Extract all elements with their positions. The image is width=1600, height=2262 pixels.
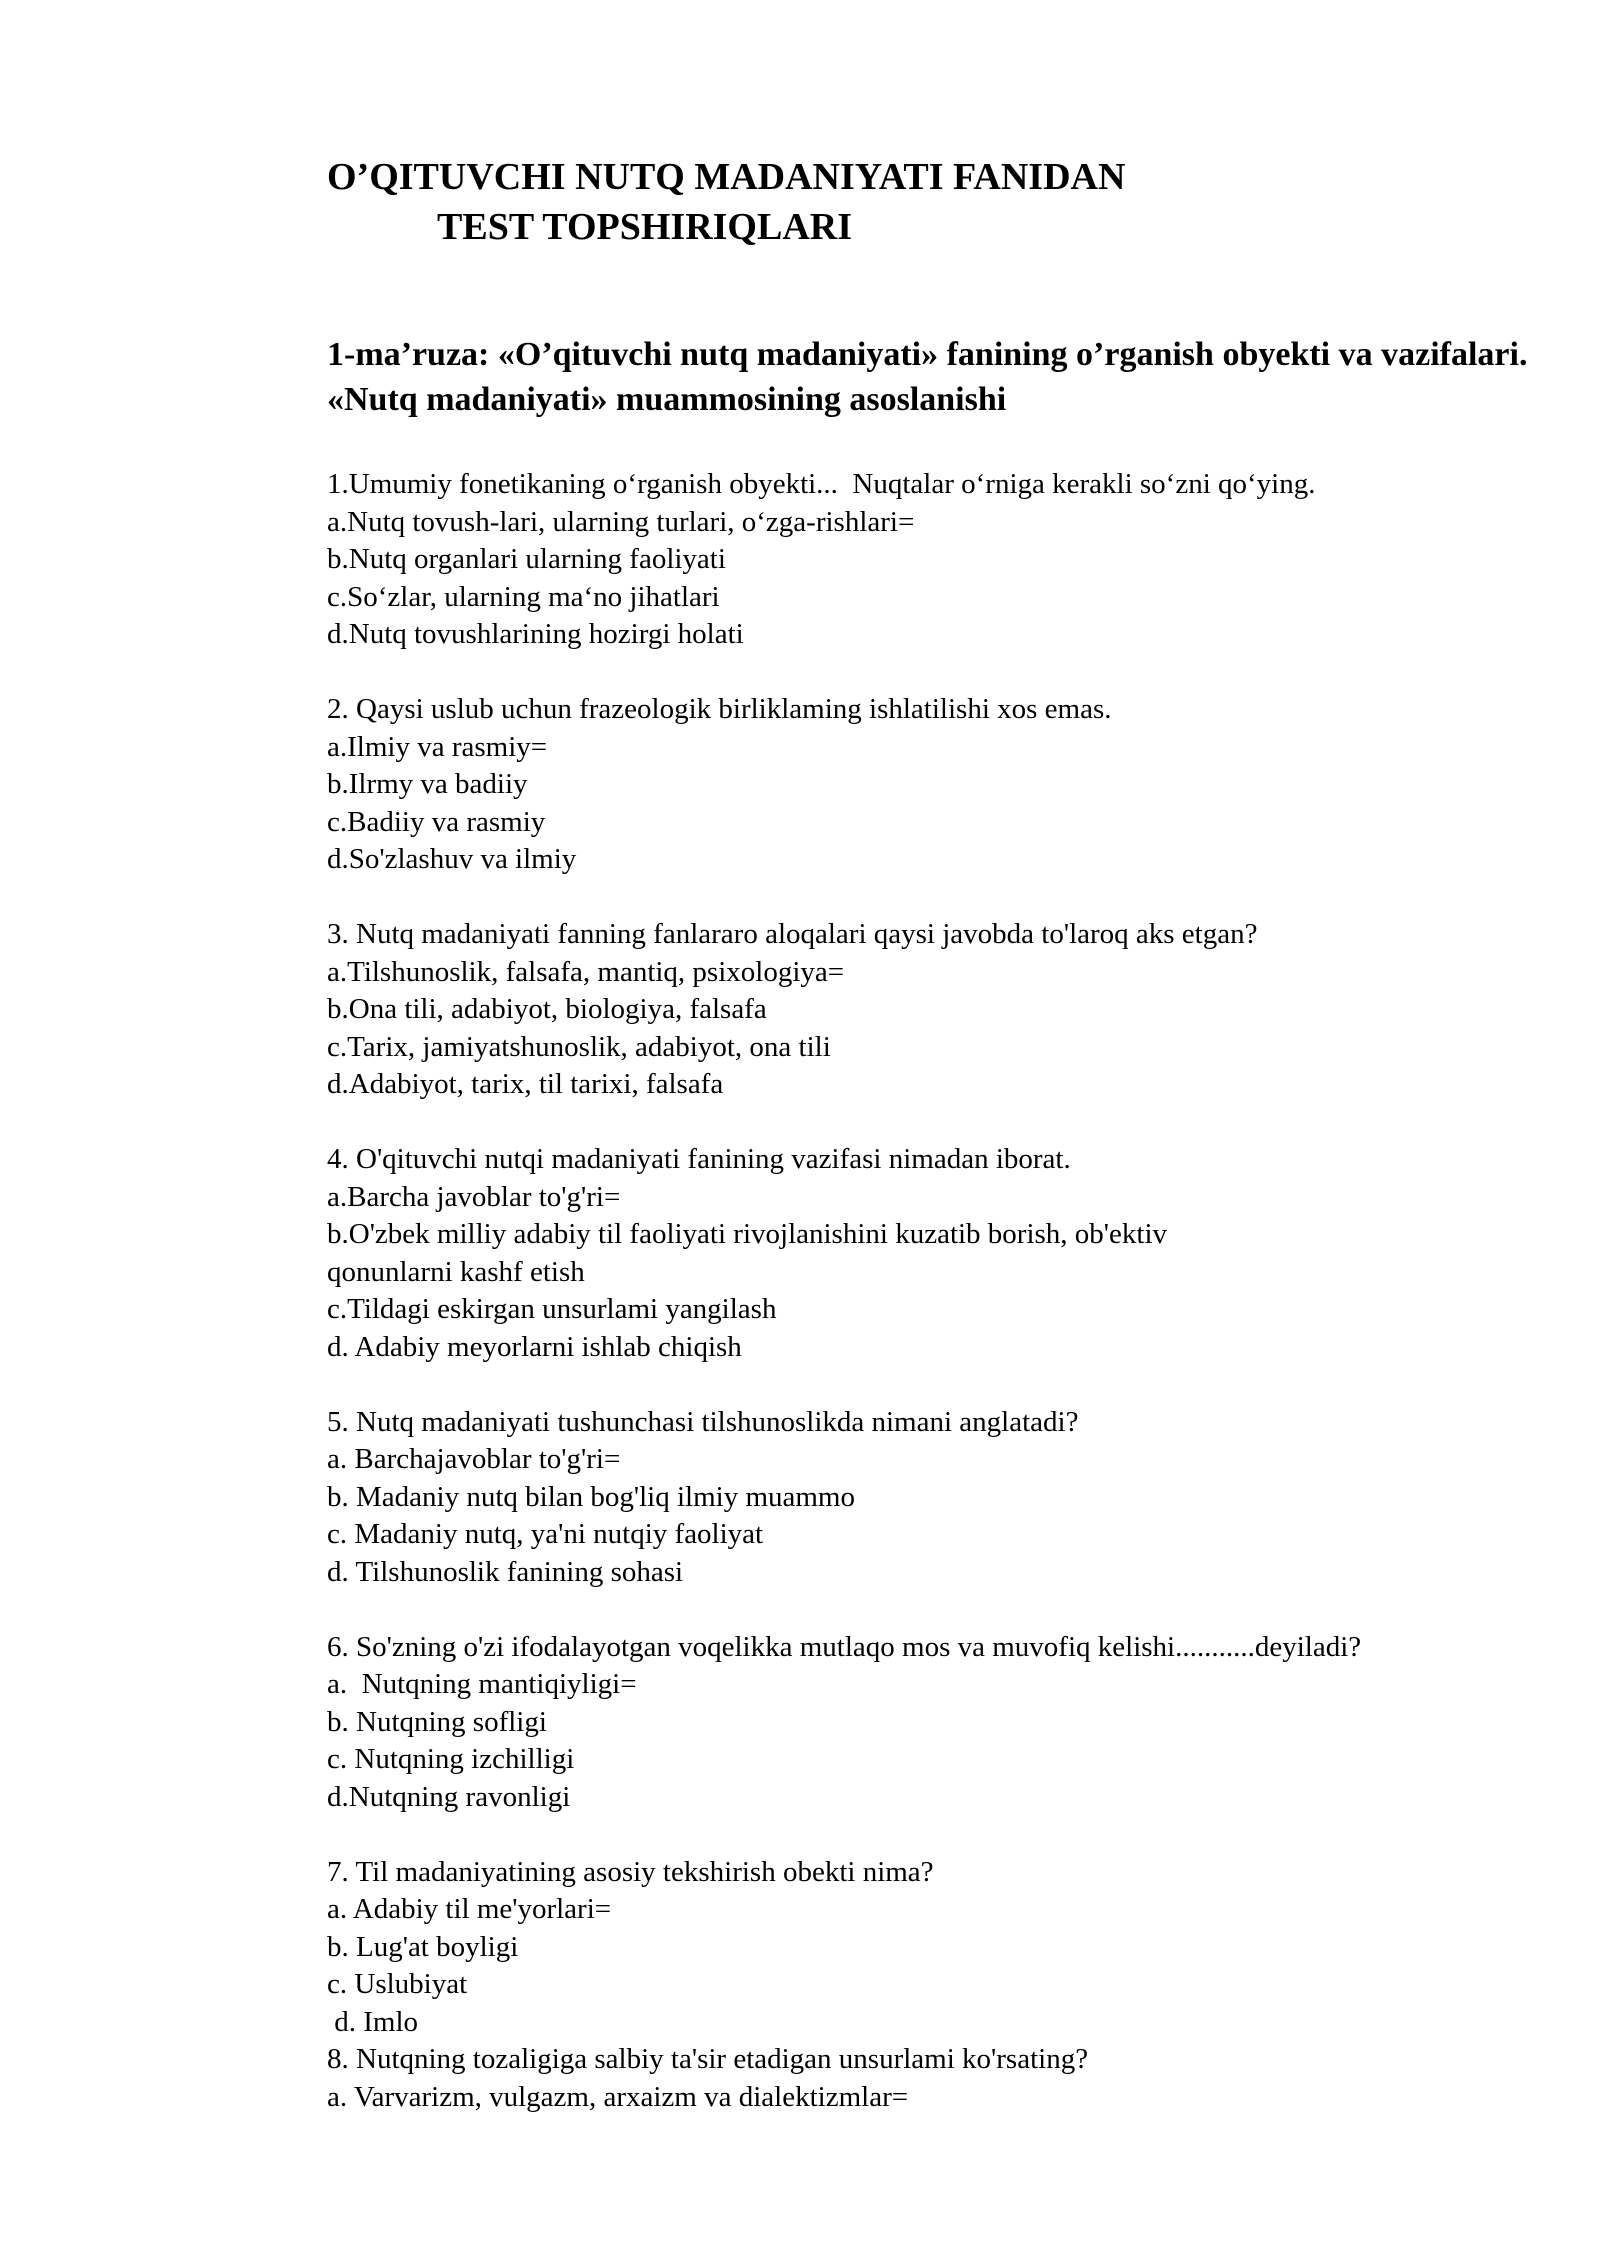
answer-option-d: d. Imlo xyxy=(327,2005,419,2038)
answer-option-b-continued: qonunlarni kashf etish xyxy=(327,1255,585,1288)
answer-option-b: b.Ona tili, adabiyot, biologiya, falsafa xyxy=(327,993,767,1025)
answer-option-d: d.So'zlashuv va ilmiy xyxy=(327,843,577,875)
question-text: 6. So'zning o'zi ifodalayotgan voqelikka mutlaqo mos va muvofiq kelishi...........deyiladi? xyxy=(327,1630,1362,1663)
question-text: 7. Til madaniyatining asosiy tekshirish obekti nima? xyxy=(327,1855,934,1888)
answer-option-a: a. Nutqning mantiqiyligi= xyxy=(327,1668,637,1700)
answer-option-b: b.Ilrmy va badiiy xyxy=(327,768,528,800)
answer-option-b: b.Nutq organlari ularning faoliyati xyxy=(327,543,726,575)
answer-option-b: b. Madaniy nutq bilan bog'liq ilmiy muammo xyxy=(327,1480,855,1513)
lecture-heading: 1-ma’ruza: «O’qituvchi nutq madaniyati» fanining o’rganish obyekti va vazifalari. «Nutq madaniyati» muammosining asoslanishi xyxy=(327,336,1528,418)
answer-option-d: d.Nutq tovushlarining hozirgi holati xyxy=(327,618,744,650)
answer-option-d: d. Tilshunoslik fanining sohasi xyxy=(327,1555,684,1588)
title-line-2: TEST TOPSHIRIQLARI xyxy=(437,206,853,248)
title-line-1: O’QITUVCHI NUTQ MADANIYATI FANIDAN xyxy=(327,156,1126,198)
answer-option-c: c.Badiiy va rasmiy xyxy=(327,805,546,838)
question-block-6 xyxy=(327,1629,1567,1817)
answer-option-c: c. Madaniy nutq, ya'ni nutqiy faoliyat xyxy=(327,1518,764,1550)
answer-option-c: c. Uslubiyat xyxy=(327,1968,468,2000)
answer-option-c: c. Nutqning izchilligi xyxy=(327,1743,575,1775)
answer-option-c: c.Tildagi eskirgan unsurlami yangilash xyxy=(327,1293,777,1325)
answer-option-a: a. Adabiy til me'yorlari= xyxy=(327,1893,612,1925)
answer-option-a: a.Ilmiy va rasmiy= xyxy=(327,730,548,763)
answer-option-b: b.O'zbek milliy adabiy til faoliyati rivojlanishini kuzatib borish, ob'ektiv xyxy=(327,1218,1168,1250)
answer-option-a: a.Barcha javoblar to'g'ri= xyxy=(327,1180,621,1213)
question-text: 2. Qaysi uslub uchun frazeologik birliklaming ishlatilishi xos emas. xyxy=(327,693,1112,725)
answer-option-d: d.Adabiyot, tarix, til tarixi, falsafa xyxy=(327,1068,724,1100)
question-block-3 xyxy=(327,916,1567,1104)
answer-option-a: a. Varvarizm, vulgazm, arxaizm va dialektizmlar= xyxy=(327,2080,909,2113)
answer-option-b: b. Lug'at boyligi xyxy=(327,1930,519,1963)
answer-option-a: a.Nutq tovush-lari, ularning turlari, o‘zga-rishlari= xyxy=(327,505,915,538)
question-text: 1.Umumiy fonetikaning o‘rganish obyekti... Nuqtalar o‘rniga kerakli so‘zni qo‘ying. xyxy=(327,468,1316,500)
question-block-4 xyxy=(327,1141,1567,1366)
answer-option-c: c.So‘zlar, ularning ma‘no jihatlari xyxy=(327,580,720,613)
question-block-5 xyxy=(327,1404,1567,1592)
document-title xyxy=(327,152,1125,252)
answer-option-a: a. Barchajavoblar to'g'ri= xyxy=(327,1443,621,1475)
answer-option-a: a.Tilshunoslik, falsafa, mantiq, psixologiya= xyxy=(327,955,845,988)
question-list xyxy=(327,466,1567,2154)
question-block-1 xyxy=(327,466,1567,654)
answer-option-d: d.Nutqning ravonligi xyxy=(327,1780,571,1813)
question-text: 4. O'qituvchi nutqi madaniyati fanining vazifasi nimadan iborat. xyxy=(327,1143,1071,1175)
answer-option-b: b. Nutqning sofligi xyxy=(327,1705,547,1738)
question-text: 5. Nutq madaniyati tushunchasi tilshunoslikda nimani anglatadi? xyxy=(327,1405,1079,1438)
question-block-8 xyxy=(327,2041,1567,2116)
question-block-2 xyxy=(327,691,1567,879)
answer-option-d: d. Adabiy meyorlarni ishlab chiqish xyxy=(327,1330,742,1363)
question-text: 8. Nutqning tozaligiga salbiy ta'sir etadigan unsurlami ko'rsating? xyxy=(327,2043,1089,2075)
question-block-7 xyxy=(327,1854,1567,2042)
question-text: 3. Nutq madaniyati fanning fanlararo aloqalari qaysi javobda to'laroq aks etgan? xyxy=(327,918,1258,950)
answer-option-c: c.Tarix, jamiyatshunoslik, adabiyot, ona tili xyxy=(327,1030,831,1063)
